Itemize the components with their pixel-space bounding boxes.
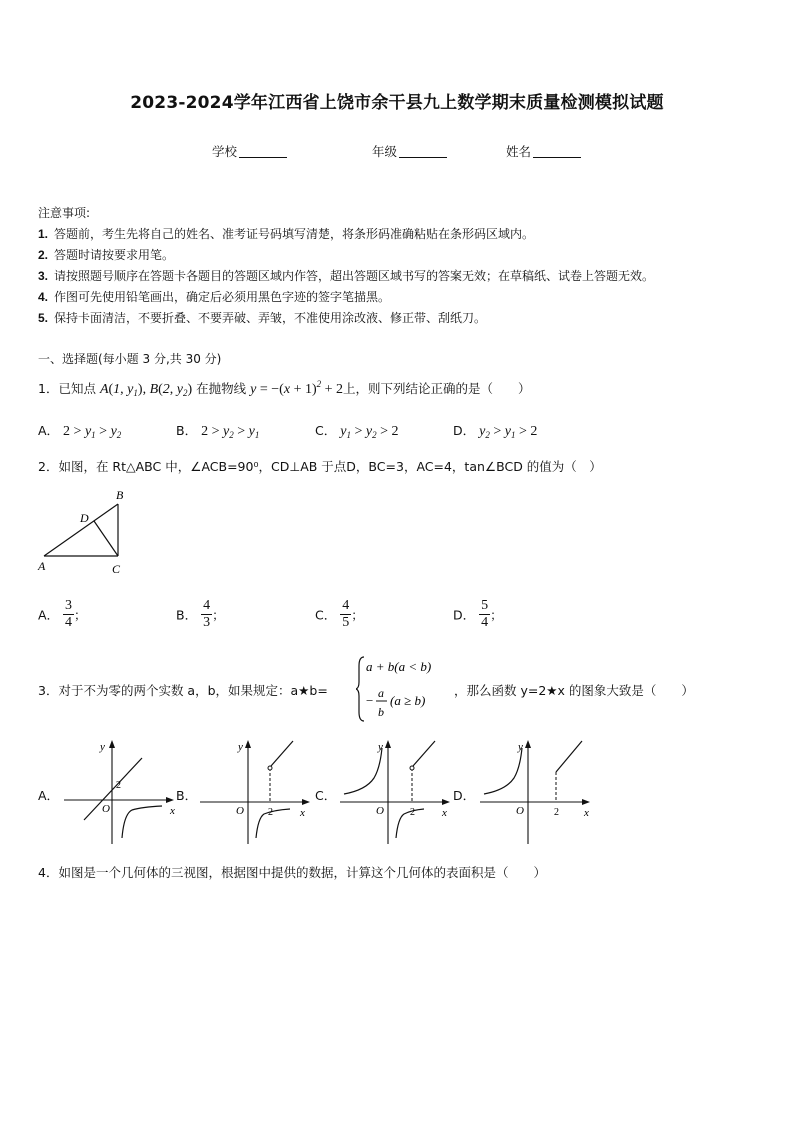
svg-text:2: 2 [116,780,121,791]
school-field [212,142,287,160]
q3-suffix: ，那么函数 y=2★x 的图象大致是（ ） [454,683,694,698]
question-4: 4．如图是一个几何体的三视图，根据图中提供的数据，计算这个几何体的表面积是（ ） [38,865,546,880]
q1-mid: 在抛物线 [196,381,247,396]
q1-option-a[interactable]: A． $2 > y_1 > y_2$ [38,423,122,440]
q1-tail: 上，则下列结论正确的是（ ） [343,381,531,396]
q3-graph-d[interactable] [478,738,594,848]
svg-text:a + b(a < b): a + b(a < b) [366,659,432,674]
svg-text:a: a [378,686,384,700]
grade-blank [399,145,447,158]
label-b: B [116,488,124,502]
q2-option-b[interactable]: B． $\frac{4}{3}$ ； [176,598,225,630]
name-label: 姓名 [506,144,532,159]
svg-text:2: 2 [268,807,273,818]
q2-option-c[interactable]: C． $\frac{4}{5}$ ； [315,598,364,630]
q1-option-b[interactable]: B． $2 > y_2 > y_1$ [176,423,260,440]
svg-text:b: b [378,705,384,719]
notice-item: 1. 答题前，考生先将自己的姓名、准考证号码填写清楚，将条形码准确粘贴在条形码区域内。 [38,227,535,241]
q3-graph-b[interactable] [198,738,314,848]
question-1 [38,379,531,398]
svg-text:x: x [584,807,589,819]
svg-text:O: O [236,805,244,817]
q1-parabola: $y = -(x + 1)^2 + 2$ [250,379,344,397]
name-blank [533,145,581,158]
q3-graph-c[interactable] [338,738,454,848]
q3-option-c-label[interactable]: C． [315,788,337,803]
svg-text:−: − [366,693,374,708]
svg-text:O: O [102,803,110,815]
q3-option-b-label[interactable]: B． [176,788,198,803]
svg-text:y: y [100,741,105,753]
q1-option-d[interactable]: D． $y_2 > y_1 > 2$ [453,423,538,440]
svg-text:y: y [518,741,523,753]
svg-text:y: y [238,741,243,753]
svg-text:y: y [378,741,383,753]
notice-item: 2. 答题时请按要求用笔。 [38,248,175,262]
svg-text:O: O [376,805,384,817]
svg-text:x: x [442,807,447,819]
q1-points: A(1, $y_1$), B(2, $y_2$) [99,382,193,398]
name-field [506,142,581,160]
school-blank [239,145,287,158]
label-a: A [38,559,46,573]
q3-graph-a[interactable] [62,738,178,848]
piecewise-definition [356,654,448,724]
grade-field [372,142,447,160]
q2-option-a[interactable]: A． $\frac{3}{4}$ ； [38,598,87,630]
label-c: C [112,562,121,576]
q3-option-d-label[interactable]: D． [453,788,476,803]
page-title: 2023-2024学年江西省上饶市余干县九上数学期末质量检测模拟试题 [130,93,664,113]
q1-option-c[interactable]: C． $y_1 > y_2 > 2$ [315,423,399,440]
question-2: 2．如图，在 Rt△ABC 中，∠ACB=90⁰，CD⊥AB 于点D，BC=3，AC=4，tan∠BCD 的值为（ ） [38,459,602,474]
q2-option-d[interactable]: D． $\frac{5}{4}$ ； [453,598,503,630]
notice-item: 3. 请按照题号顺序在答题卡各题目的答题区域内作答，超出答题区域书写的答案无效；在草稿纸、试卷上答题无效。 [38,269,655,283]
section-heading: 一、选择题(每小题 3 分,共 30 分) [38,352,222,366]
notice-item: 5. 保持卡面清洁，不要折叠、不要弄破、弄皱，不准使用涂改液、修正带、刮纸刀。 [38,311,487,325]
notice-heading: 注意事项: [38,206,91,220]
svg-text:x: x [300,807,305,819]
svg-text:(a ≥ b): (a ≥ b) [390,693,426,708]
school-label: 学校 [212,144,238,159]
notice-item: 4. 作图可先使用铅笔画出，确定后必须用黑色字迹的签字笔描黑。 [38,290,391,304]
grade-label: 年级 [372,144,398,159]
q3-option-a-label[interactable]: A． [38,788,60,803]
svg-text:O: O [516,805,524,817]
q1-prefix: 1．已知点 [38,381,96,396]
svg-text:2: 2 [554,807,559,818]
q3-prefix: 3．对于不为零的两个实数 a，b，如果规定：a★b= [38,683,328,698]
triangle-figure [36,486,136,578]
svg-text:x: x [170,805,175,817]
svg-text:2: 2 [410,807,415,818]
label-d: D [80,511,89,525]
